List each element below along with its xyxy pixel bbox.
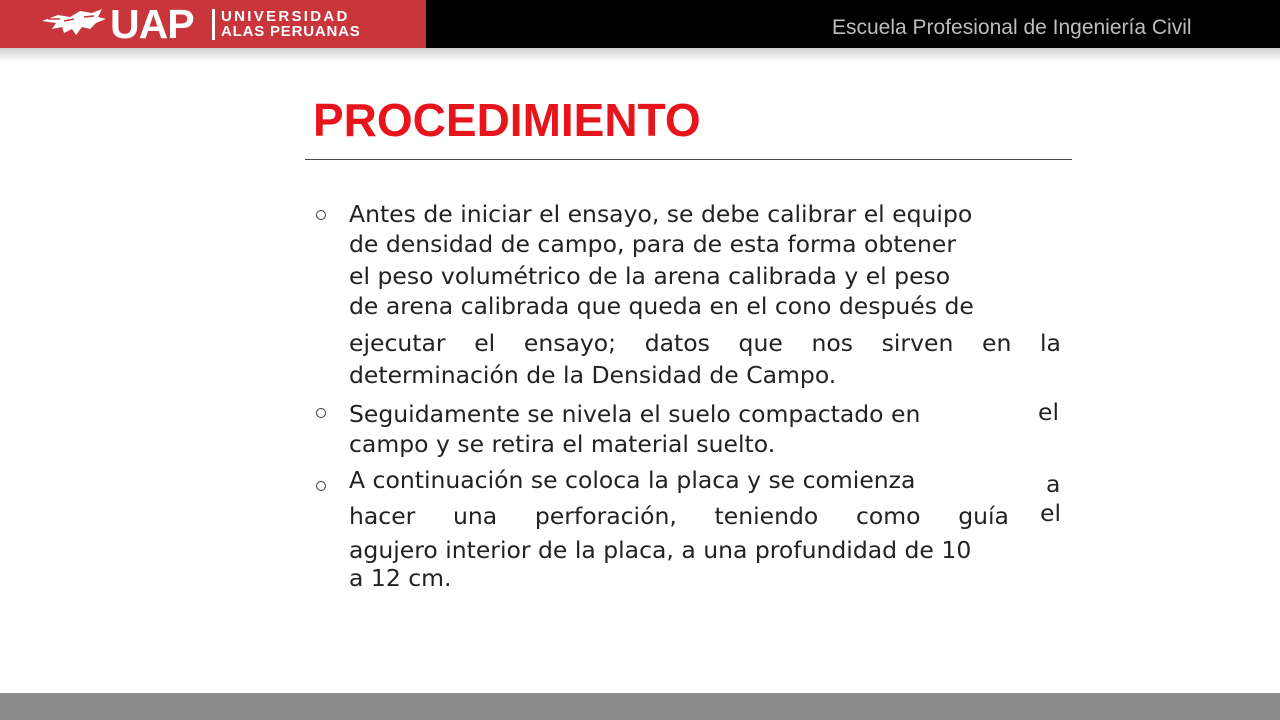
word: perforación,: [534, 502, 677, 530]
logo-mark: UAP: [110, 1, 194, 47]
word: que: [738, 329, 783, 357]
bullet-3-line-4: a 12 cm.: [349, 564, 452, 592]
bullet-1-line-6: determinación de la Densidad de Campo.: [349, 361, 837, 389]
bullet-3-line-2: [349, 501, 1009, 531]
bullet-1-line-4: de arena calibrada que queda en el cono después de: [349, 292, 974, 320]
bullet-2-line-1-tail: el: [1038, 398, 1059, 426]
word: datos: [644, 329, 710, 357]
word: sirven: [881, 329, 954, 357]
bullet-1-line-3: el peso volumétrico de la arena calibrada y el peso: [349, 262, 951, 290]
bullet-2-line-2: campo y se retira el material suelto.: [349, 430, 776, 458]
footer-bar: [0, 693, 1280, 720]
bullet-3-line-3: agujero interior de la placa, a una profundidad de 10: [349, 536, 972, 564]
bullet-3-line-1-tail: a: [1046, 470, 1061, 498]
slide-title: PROCEDIMIENTO: [313, 94, 701, 146]
word: como: [855, 502, 921, 530]
bullet-1-line-5: [349, 328, 1061, 358]
circle-bullet-icon: [316, 481, 326, 491]
bullet-3-line-2-tail: el: [1040, 499, 1061, 527]
word: la: [1040, 329, 1061, 357]
word: ensayo;: [523, 329, 617, 357]
university-logo: [0, 0, 426, 48]
bullet-3-line-1: A continuación se coloca la placa y se comienza: [349, 466, 916, 494]
logo-line2: ALAS PERUANAS: [221, 23, 361, 40]
bullet-1-line-1: Antes de iniciar el ensayo, se debe calibrar el equipo: [349, 200, 973, 228]
word: una: [453, 502, 498, 530]
word: guía: [958, 502, 1009, 530]
school-name: Escuela Profesional de Ingeniería Civil: [832, 16, 1192, 39]
eagle-logo-icon: [40, 7, 108, 41]
logo-separator: [212, 9, 215, 40]
title-divider: [305, 159, 1072, 160]
bullet-1-line-2: de densidad de campo, para de esta forma obtener: [349, 230, 957, 258]
word: el: [474, 329, 496, 357]
bullet-2-line-1: Seguidamente se nivela el suelo compactado en: [349, 400, 921, 428]
header-shadow: [0, 48, 1280, 62]
word: teniendo: [714, 502, 819, 530]
logo-line1: UNIVERSIDAD: [221, 8, 350, 25]
word: hacer: [349, 502, 416, 530]
word: en: [982, 329, 1012, 357]
circle-bullet-icon: [316, 210, 326, 220]
word: ejecutar: [349, 329, 446, 357]
circle-bullet-icon: [316, 408, 326, 418]
word: nos: [811, 329, 853, 357]
